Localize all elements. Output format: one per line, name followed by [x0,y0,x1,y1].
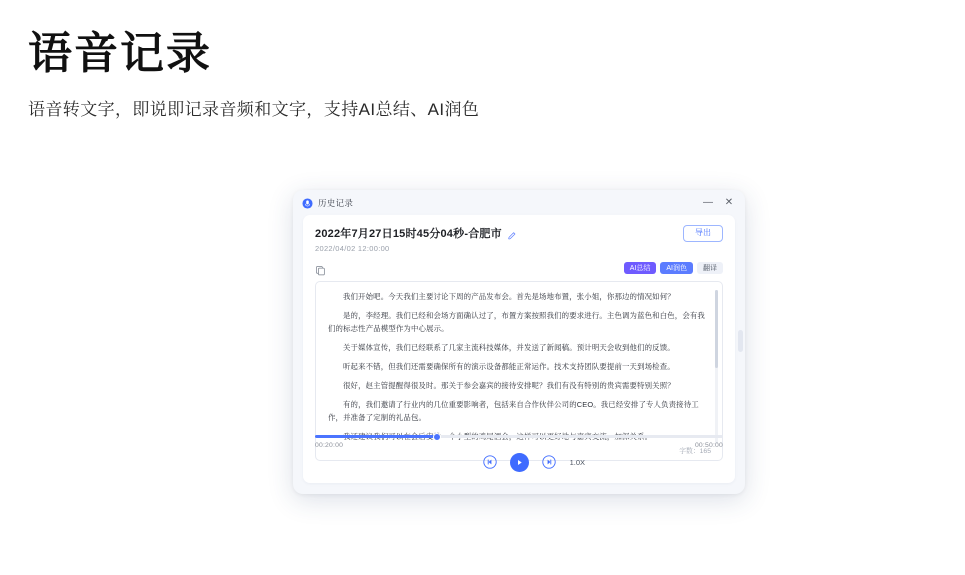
transcript-paragraph: 听起来不错，但我们还需要确保所有的演示设备都能正常运作。技术支持团队要提前一天到场检查。 [343,361,675,371]
progress-bar[interactable] [315,435,723,438]
ai-summary-button[interactable]: AI总结 [624,262,657,274]
app-title: 历史记录 [318,198,354,208]
resize-handle[interactable] [738,330,743,352]
time-row [315,442,723,449]
close-button[interactable]: ✕ [724,197,734,208]
minimize-button[interactable]: — [703,197,713,208]
page-header [28,28,479,120]
pencil-edit-icon[interactable] [507,228,517,238]
transcript-paragraph: 很好，赵主管提醒得很及时。那关于参会嘉宾的接待安排呢？我们有没有特别的贵宾需要特别关照？ [343,380,675,390]
transcript-paragraph: 关于媒体宣传，我们已经联系了几家主流科技媒体，并发送了新闻稿。预计明天会收到他们的反馈。 [343,342,675,352]
page-subtitle: 语音转文字，即说即记录音频和文字，支持AI总结、AI润色 [28,99,480,119]
player-controls [315,451,723,473]
ai-polish-button[interactable]: AI润色 [660,262,693,274]
progress-fill [315,435,437,438]
transcript-panel[interactable] [315,281,723,461]
play-button[interactable] [510,453,529,472]
playback-speed-button[interactable]: 1.0X [569,457,586,467]
record-title: 2022年7月27日15时45分04秒-合肥市 [315,228,502,240]
app-window [293,190,745,494]
export-button[interactable]: 导出 [683,225,723,242]
record-card [303,215,735,483]
audio-player [315,435,723,473]
copy-icon[interactable] [315,263,326,274]
record-title-wrap [315,225,683,253]
mic-logo-icon [302,198,313,209]
forward-15-icon[interactable] [542,455,556,469]
transcript-scrollbar-thumb[interactable] [715,290,718,368]
window-controls [703,198,737,208]
translate-button[interactable]: 翻译 [697,262,723,274]
title-bar [293,190,745,212]
total-time: 00:50:00 [694,442,723,449]
ai-action-group [624,262,723,274]
transcript-scrollbar[interactable] [715,290,718,444]
record-datetime: 2022/04/02 12:00:00 [315,244,390,253]
current-time: 00:20:00 [315,442,344,449]
transcript-paragraph: 有的，我们邀请了行业内的几位重要影响者，包括来自合作伙伴公司的CEO。我已经安排了专人负责接待工作，并准备了定制的礼品包。 [328,399,699,422]
word-count-label: 字数：165 [679,448,711,455]
transcript-toolbar [315,261,723,275]
progress-knob[interactable] [433,433,441,441]
page-title: 语音记录 [28,29,212,78]
transcript-paragraph: 我们开始吧。今天我们主要讨论下周的产品发布会。首先是场地布置，张小姐，你那边的情况如何？ [343,292,675,301]
record-header [315,225,723,253]
record-title-row [315,225,683,241]
transcript-paragraph: 是的，李经理。我们已经和会场方面确认过了，布置方案按照我们的要求进行。主色调为蓝色和白色，会有我们的标志性产品模型作为中心展示。 [328,310,705,333]
rewind-15-icon[interactable] [483,455,497,469]
